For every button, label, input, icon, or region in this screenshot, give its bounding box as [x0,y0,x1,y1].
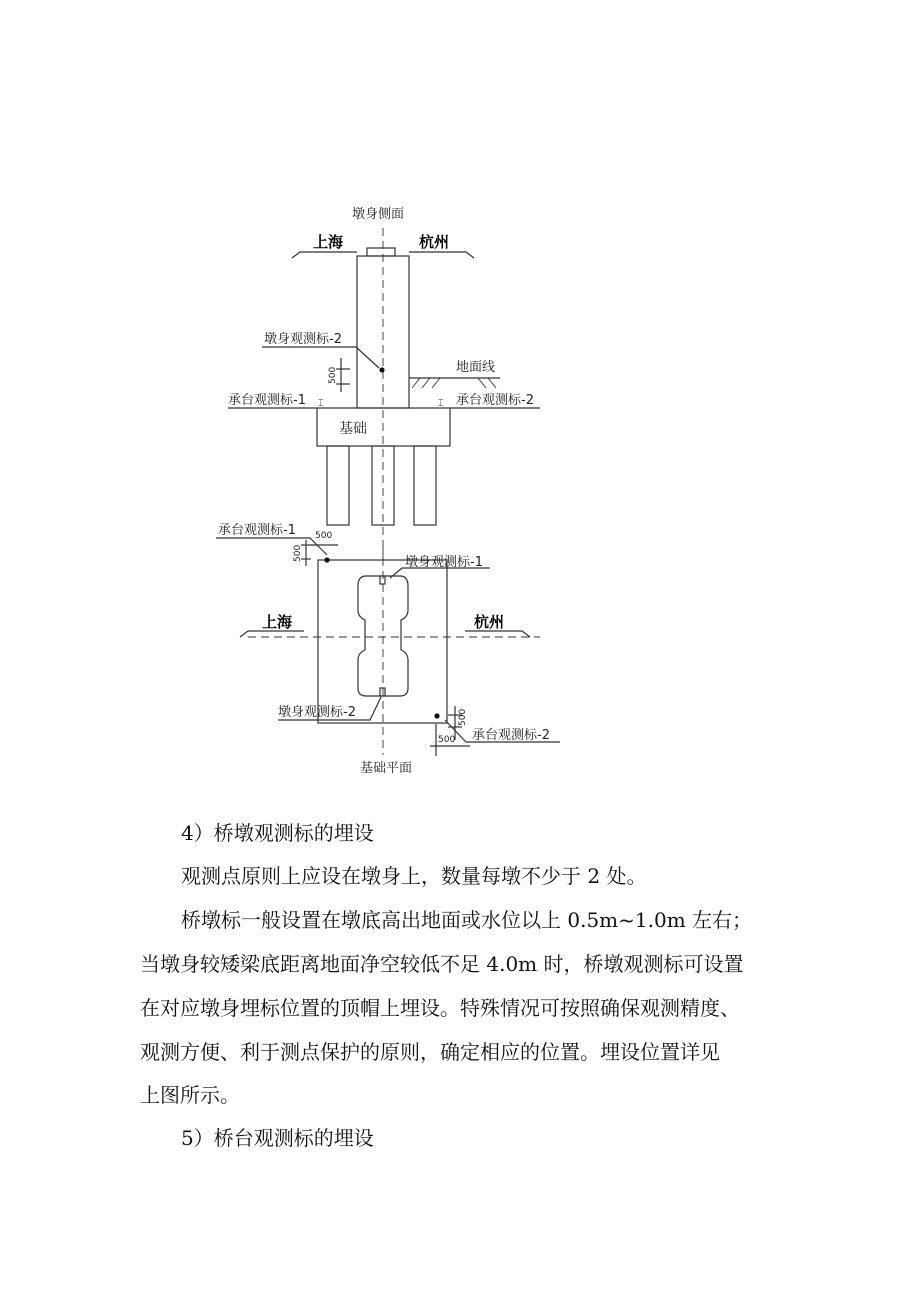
heading-4: 4）桥墩观测标的埋设 [181,821,374,845]
paragraph-2-line-1: 桥墩标一般设置在墩底高出地面或水位以上 0.5m~1.0m 左右； [181,908,753,932]
pier-marker-2-leader [262,347,379,368]
cap-marker-2-label: 承台观测标-2 [456,393,534,408]
paragraph-1: 观测点原则上应设在墩身上，数量每墩不少于 2 处。 [181,864,647,888]
plan-dim-bottom-h: 500 [438,735,456,745]
direction-right: 杭州 [419,233,450,251]
elevation-dim-500: 500 [328,366,338,384]
plan-cap-marker-1-leader [216,538,327,555]
paragraph-2-line-2: 当墩身较矮梁底距离地面净空较低不足 4.0m 时，桥墩观测标可设置 [140,952,744,976]
plan-pier-marker-1-label: 墩身观测标-1 [405,555,483,570]
pier-marker-2-label: 墩身观测标-2 [264,332,342,347]
paragraph-2-line-5: 上图所示。 [140,1083,240,1107]
svg-text:⌶: ⌶ [318,399,324,409]
plan-title: 基础平面 [360,761,413,776]
ground-line-label: 地面线 [456,360,496,375]
foundation-label: 基础 [339,421,367,437]
svg-text:⌶: ⌶ [438,399,444,409]
plan-cap-marker-1-label: 承台观测标-1 [218,523,296,538]
pile-right [414,446,436,525]
pile-middle [372,446,394,525]
pile-cap [317,408,450,446]
direction-left: 上海 [313,233,344,251]
paragraph-2-line-3: 在对应墩身埋标位置的顶帽上埋设。特殊情况可按照确保观测精度、 [140,996,740,1020]
pile-left [327,446,349,525]
heading-5: 5）桥台观测标的埋设 [181,1126,374,1150]
plan-cap-marker-2-label: 承台观测标-2 [472,728,550,743]
plan-dim-bottom-v: 500 [458,708,468,726]
right-direction-line [409,252,474,258]
pier-top-cap [367,248,395,256]
plan-direction-left: 上海 [262,613,293,631]
left-direction-line [292,252,357,258]
plan-direction-right: 杭州 [474,613,505,631]
plan-dim-top-v: 500 [293,544,303,562]
elevation-title: 墩身侧面 [352,207,405,222]
cap-marker-1-label: 承台观测标-1 [228,393,306,408]
plan-pier-marker-2-label: 墩身观测标-2 [278,705,356,720]
plan-dim-top-h: 500 [315,531,333,541]
paragraph-2-line-4: 观测方便、利于测点保护的原则，确定相应的位置。埋设位置详见 [140,1040,720,1064]
